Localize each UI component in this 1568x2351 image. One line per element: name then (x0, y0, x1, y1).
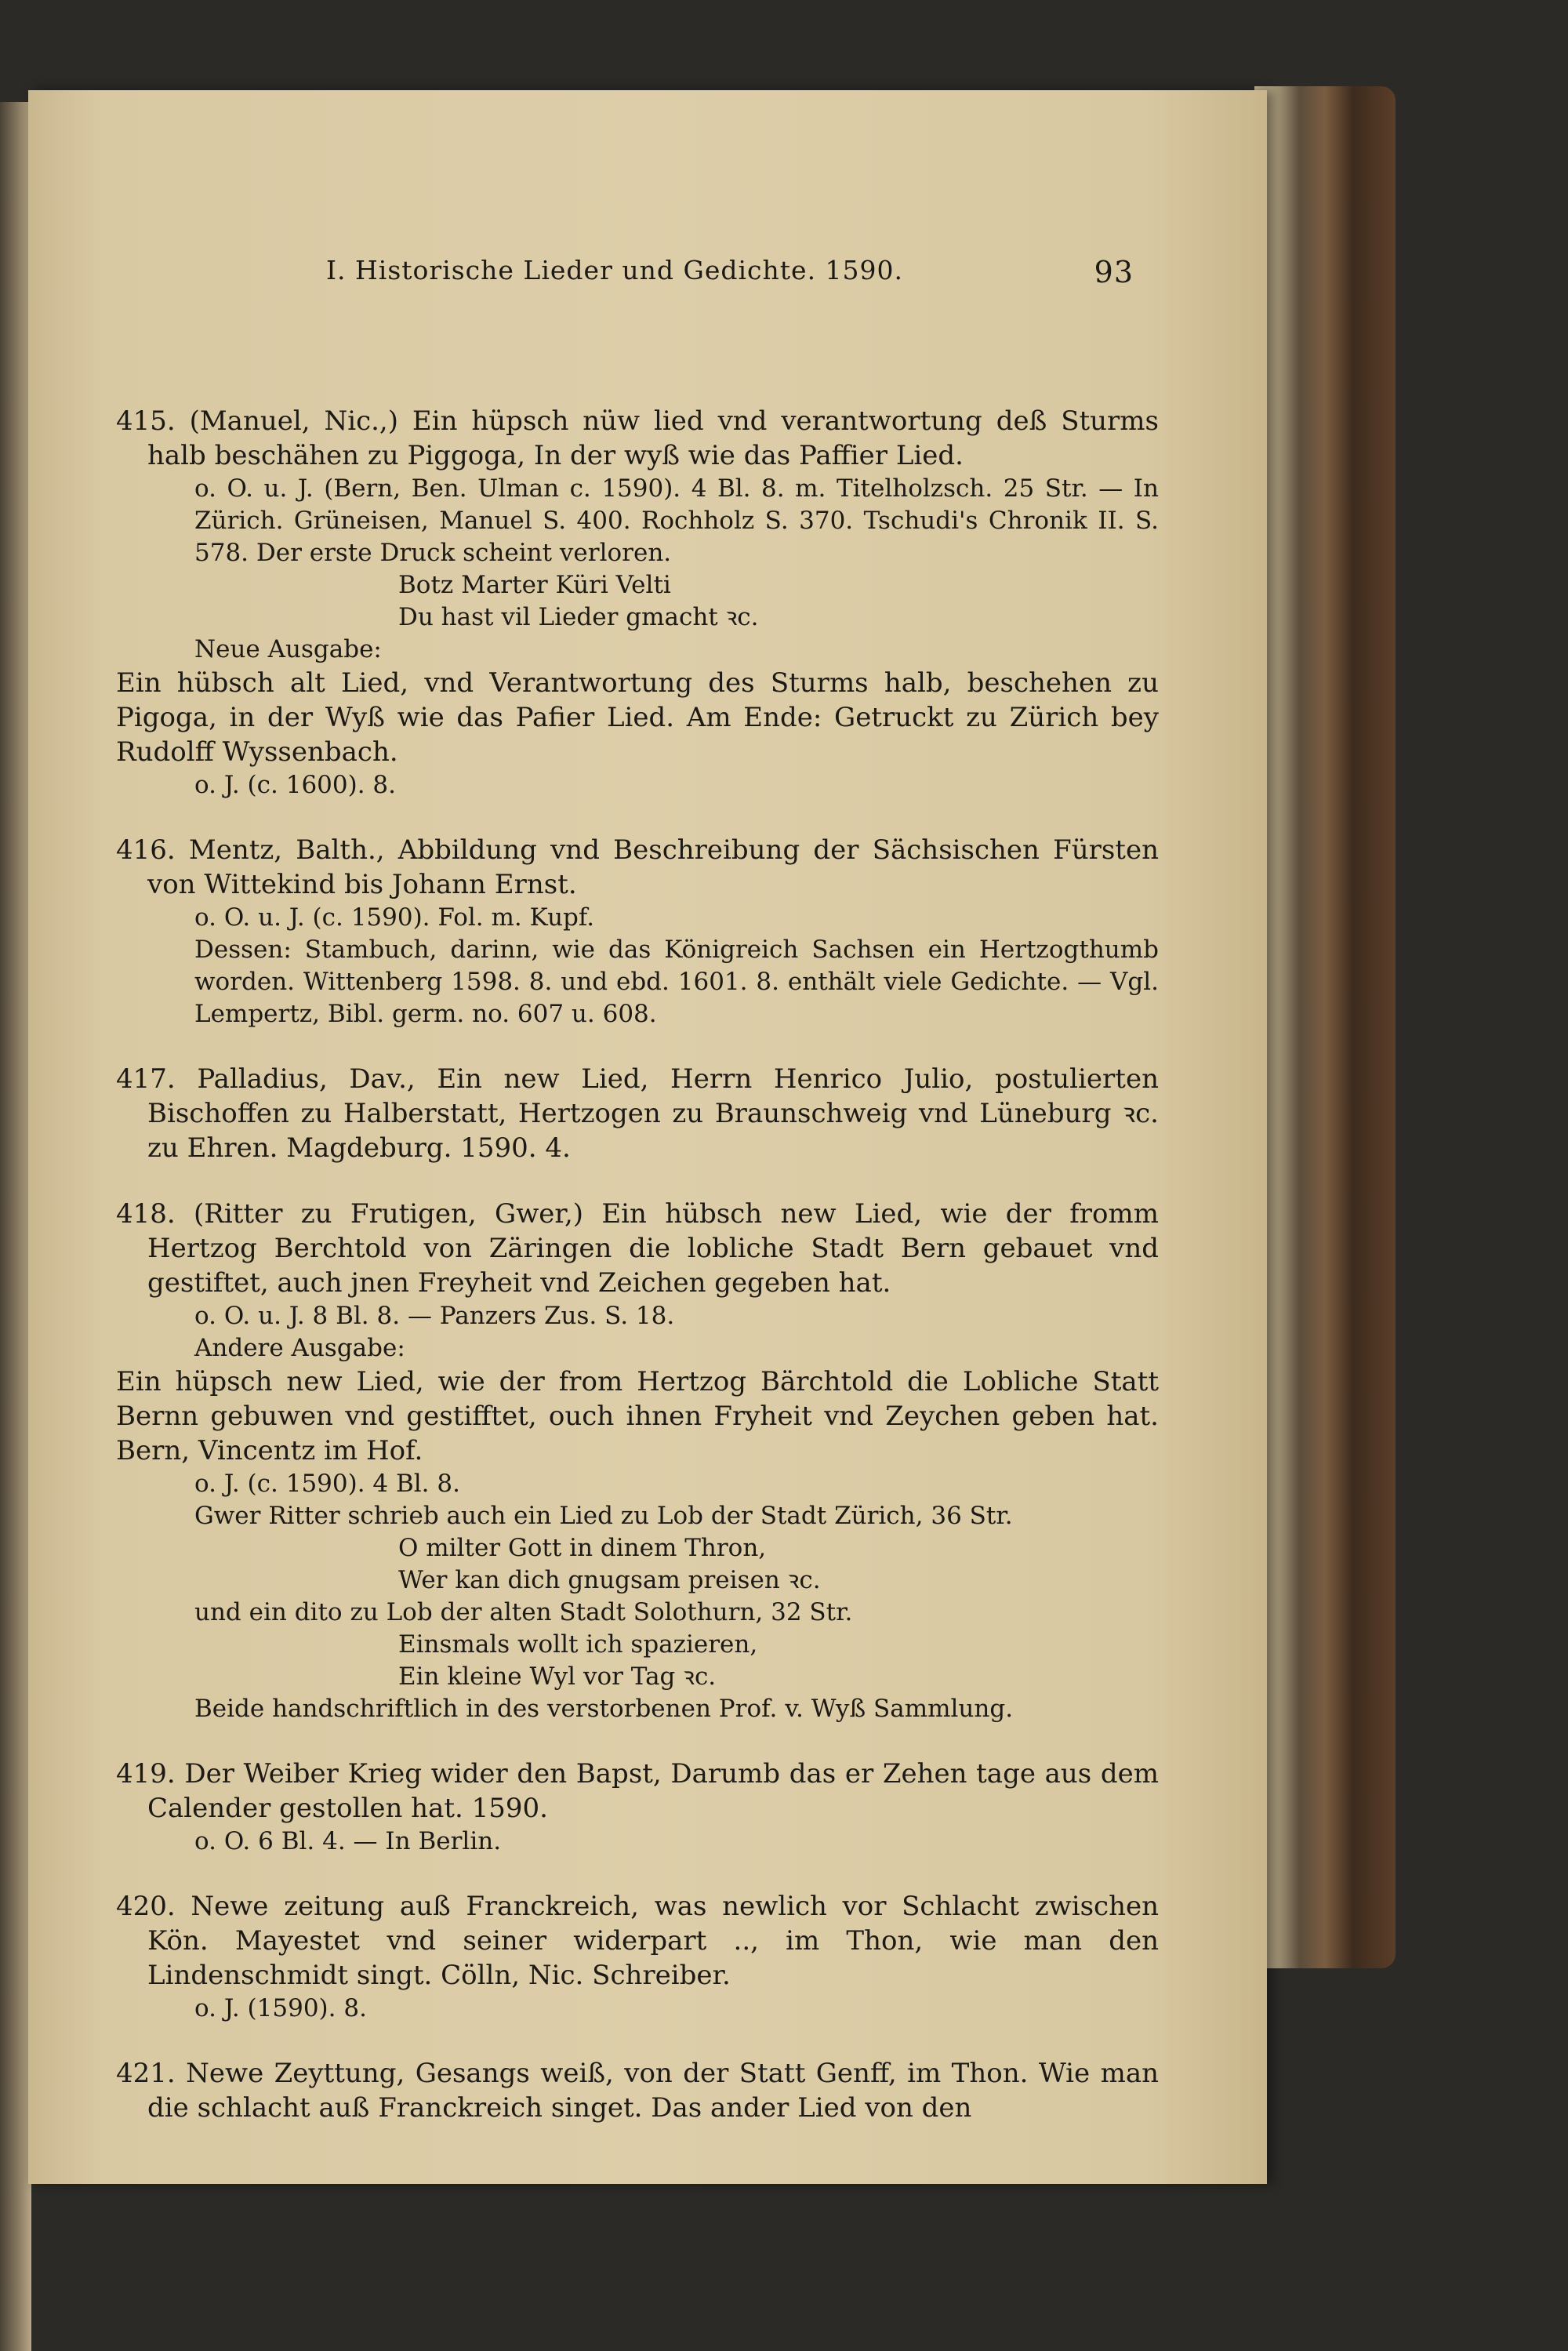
edition-title: Ein hüpsch new Lied, wie der from Hertzog Bärchtold die Lobliche Statt Bernn gebuwen vnd gestifftet, ouch ihnen Fryheit vnd Zeychen geben hat. Bern, Vincentz im Hof. (116, 1366, 1159, 1466)
running-header (326, 239, 1134, 294)
verse-line: Einsmals wollt ich spazieren, (398, 1630, 758, 1659)
bibliographic-note: und ein dito zu Lob der alten Stadt Solothurn, 32 Str. (194, 1598, 853, 1626)
bibliographic-note: o. J. (c. 1590). 4 Bl. 8. (194, 1470, 460, 1498)
entry-heading: 415. (Manuel, Nic.,) Ein hüpsch nüw lied vnd verantwortung deß Sturms halb beschähen zu Piggoga, In der wyß wie das Paffier Lied. (116, 405, 1159, 471)
entry-heading: 420. Newe zeitung auß Franckreich, was newlich vor Schlacht zwischen Kön. Mayestet vnd seiner widerpart .., im Thon, wie man den Lindenschmidt singt. Cölln, Nic. Schreiber. (116, 1891, 1159, 1991)
edition-label: Neue Ausgabe: (194, 635, 382, 663)
book-page-block (1254, 86, 1396, 1968)
page-body (116, 404, 1159, 2157)
entry-415 (116, 404, 1159, 801)
entry-heading: 419. Der Weiber Krieg wider den Bapst, Darumb das er Zehen tage aus dem Calender gestollen hat. 1590. (116, 1758, 1159, 1824)
entry-heading: 421. Newe Zeyttung, Gesangs weiß, von der Statt Genff, im Thon. Wie man die schlacht auß Franckreich singet. Das ander Lied von den (116, 2058, 1159, 2124)
running-header-title: I. Historische Lieder und Gedichte. 1590. (326, 255, 904, 285)
entry-heading: 416. Mentz, Balth., Abbildung vnd Beschreibung der Sächsischen Fürsten von Wittekind bis Johann Ernst. (116, 834, 1159, 900)
bibliographic-note: o. O. u. J. (Bern, Ben. Ulman c. 1590). 4 Bl. 8. m. Titelholzsch. 25 Str. — In Zürich. Grüneisen, Manuel S. 400. Rochholz S. 370. Tschudi's Chronik II. S. 578. Der erste Druck scheint verloren. (194, 474, 1159, 567)
bibliographic-note: o. J. (c. 1600). 8. (194, 771, 396, 799)
entry-heading: 418. (Ritter zu Frutigen, Gwer,) Ein hübsch new Lied, wie der fromm Hertzog Berchtold von Zäringen die lobliche Stadt Bern gebauet vnd gestiftet, auch jnen Freyheit vnd Zeichen gegeben hat. (116, 1198, 1159, 1299)
bibliographic-note: o. J. (1590). 8. (194, 1994, 367, 2022)
verse-line: Wer kan dich gnugsam preisen ꝛc. (398, 1566, 821, 1594)
bibliographic-note: Beide handschriftlich in des verstorbenen Prof. v. Wyß Sammlung. (194, 1695, 1014, 1723)
entry-421 (116, 2056, 1159, 2125)
bibliographic-note: Gwer Ritter schrieb auch ein Lied zu Lob der Stadt Zürich, 36 Str. (194, 1502, 1013, 1530)
verse-line: Ein kleine Wyl vor Tag ꝛc. (398, 1662, 717, 1691)
bibliographic-note: Dessen: Stambuch, darinn, wie das Königreich Sachsen ein Hertzogthumb worden. Wittenberg 1598. 8. und ebd. 1601. 8. enthält viele Gedichte. — Vgl. Lempertz, Bibl. germ. no. 607 u. 608. (194, 936, 1159, 1028)
entry-heading: 417. Palladius, Dav., Ein new Lied, Herrn Henrico Julio, postulierten Bischoffen zu Halberstatt, Hertzogen zu Braunschweig vnd Lüneburg ꝛc. zu Ehren. Magdeburg. 1590. 4. (116, 1063, 1159, 1164)
entry-420 (116, 1889, 1159, 2025)
verse-line: O milter Gott in dinem Thron, (398, 1534, 767, 1562)
page-number: 93 (1094, 255, 1134, 289)
verse-line: Du hast vil Lieder gmacht ꝛc. (398, 603, 759, 631)
edition-title: Ein hübsch alt Lied, vnd Verantwortung des Sturms halb, beschehen zu Pigoga, in der Wyß wie das Pafier Lied. Am Ende: Getruckt zu Zürich bey Rudolff Wyssenbach. (116, 667, 1159, 768)
bibliographic-note: o. O. u. J. (c. 1590). Fol. m. Kupf. (194, 903, 595, 932)
entry-417 (116, 1062, 1159, 1165)
verse-line: Botz Marter Küri Velti (398, 571, 671, 599)
book-spine-edge (0, 102, 31, 2351)
entry-419 (116, 1757, 1159, 1858)
edition-label: Andere Ausgabe: (194, 1334, 405, 1362)
bibliographic-note: o. O. u. J. 8 Bl. 8. — Panzers Zus. S. 18. (194, 1302, 675, 1330)
entry-418 (116, 1197, 1159, 1725)
book-page (28, 90, 1267, 2184)
entry-416 (116, 833, 1159, 1030)
bibliographic-note: o. O. 6 Bl. 4. — In Berlin. (194, 1827, 502, 1855)
